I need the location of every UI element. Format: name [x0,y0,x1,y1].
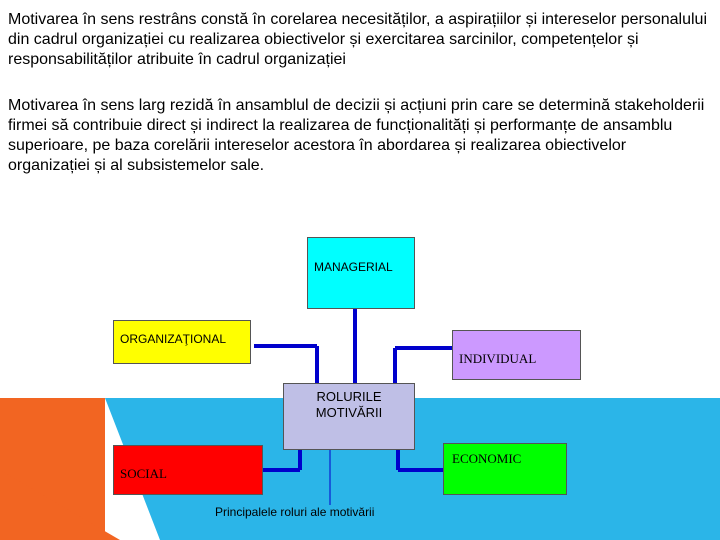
node-social [113,445,263,495]
node-motivation-roles-label [284,389,414,421]
node-organizational-label: ORGANIZAŢIONAL [120,332,227,346]
node-social-label: SOCIAL [120,466,167,481]
node-roles-line2: MOTIVĂRII [315,405,383,420]
node-economic [443,443,567,495]
node-individual [452,330,581,380]
paragraph-narrow-sense: Motivarea în sens restrâns constă în corelarea necesităților, a aspirațiilor și intereselor personalului din cadrul organizației cu realizarea obiectivelor și exercitarea sarcinilor, competențelor și responsabilităților atribuite în cadrul organizației [8,11,708,68]
node-managerial [307,237,415,309]
node-managerial-label: MANAGERIAL [314,260,393,274]
node-motivation-roles [283,383,415,450]
node-organizational [113,320,251,364]
paragraph-broad-sense: Motivarea în sens larg rezidă în ansamblul de decizii și acțiuni prin care se determină stakeholderii firmei să contribuie direct și indirect la realizarea de funcționalități și performanțe de ansamblu superioare, pe baza corelării intereselor acestora în abordarea și realizarea obiectivelor organizației și al subsistemelor sale. [8,97,705,174]
node-individual-label: INDIVIDUAL [459,351,537,366]
node-roles-line1: ROLURILE [316,389,382,404]
diagram-caption: Principalele roluri ale motivării [215,505,375,519]
node-economic-label: ECONOMIC [452,451,522,466]
